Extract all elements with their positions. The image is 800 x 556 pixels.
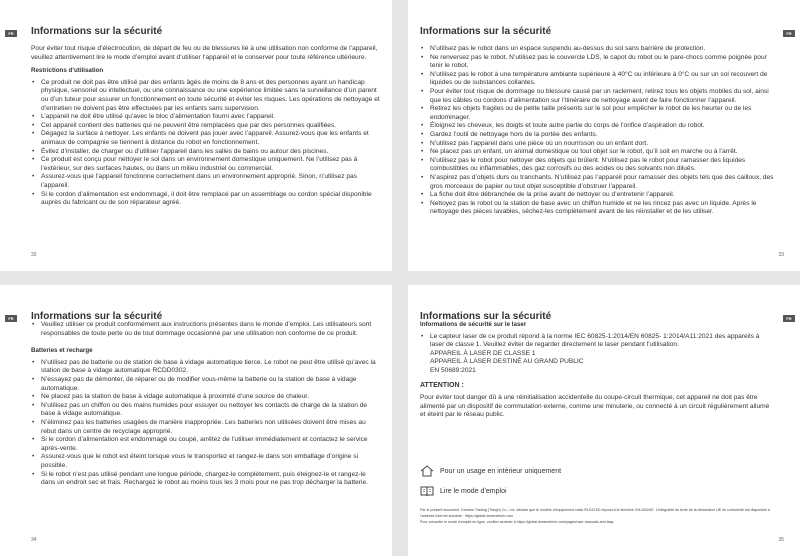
list-item: • Ne placez pas un enfant, un animal domestique ou tout objet sur le robot, qu’il soit en marche ou à l’arrêt.	[420, 148, 780, 157]
indoor-use-label: Pour un usage en intérieur uniquement	[440, 467, 562, 475]
fine-print	[420, 507, 780, 525]
page-33	[408, 0, 800, 271]
attention-paragraph: Pour éviter tout danger dû à une réinitialisation accidentelle du coupe-circuit thermique, cet appareil ne doit pas être alimenté par un dispositif de commutation externe, comme une minuterie, ou connecté à un circuit régulièrement allumé et éteint par le réseau public.	[420, 394, 770, 419]
bullet-list	[420, 45, 780, 217]
page-32-content	[31, 45, 381, 212]
list-item: • Le capteur laser de ce produit répond à la norme IEC 60825-1:2014/EN 60825- 1:2014/A11:2021 des appareils à laser de classe 1. Veuillez éviter de regarder directement le laser pendant l’utilisation.	[420, 333, 775, 350]
language-tag: FR	[783, 30, 795, 37]
attention-heading: ATTENTION :	[420, 381, 464, 389]
section-heading: Informations de sécurité sur le laser	[420, 321, 527, 328]
page-number: 33	[778, 252, 784, 258]
list-item: • N’utilisez pas l’appareil dans une pièce où un nourrisson ou un enfant dort.	[420, 140, 780, 149]
list-item: • Nettoyez pas le robot ou la station de base avec un chiffon humide et ne les rincez pas avec un liquide. Après le nettoyage des pièces lavables, séchez-les complètement avant de les réinstaller et de les utiliser.	[420, 200, 780, 217]
list-item: • N’utilisez pas le robot à une température ambiante supérieure à 40°C ou inférieure à 0°C ou sur un sol recouvert de liquides ou de substances collantes.	[420, 71, 780, 88]
list-item: • La fiche doit être débranchée de la prise avant de nettoyer ou d’entretenir l’appareil.	[420, 191, 780, 200]
list-item: • N’aspirez pas d’objets durs ou tranchants. N’utilisez pas l’appareil pour ramasser des objets tels que des cailloux, des gros morceaux de papier ou tout objet susceptible d’obstruer l’appareil.	[420, 174, 780, 191]
list-item: • Évitez d’installer, de charger ou d’utiliser l’appareil dans les salles de bains ou autour des piscines.	[31, 148, 381, 157]
list-item: • N’utilisez pas le robot dans un espace suspendu au-dessus du sol sans barrière de protection.	[420, 45, 780, 54]
online-manual-text: Pour consulter le mode d’emploi en ligne, veuillez accéder à https://global.dreametech.com/pages/user-manuals-and-faqs	[420, 520, 614, 524]
list-item: • N’utilisez pas le robot pour nettoyer des objets qui brûlent. N’utilisez pas le robot pour ramasser des liquides combustibles ou inflammables, des gaz corrosifs ou des acides ou des solvants non dilués.	[420, 157, 780, 174]
list-item: • Retirez les objets fragiles ou de petite taille présents sur le sol pour empêcher le robot de les heurter ou de les endommager.	[420, 105, 780, 122]
list-item: • N’éliminez pas les batteries usagées de manière inappropriée. Les batteries non utilisées doivent être mises au rebut dans un centre de recyclage approprié.	[31, 419, 376, 436]
language-tag: FR	[5, 30, 17, 37]
page-title: Informations sur la sécurité	[31, 26, 163, 37]
laser-class-line: APPAREIL À LASER DE CLASSE 1	[430, 349, 536, 357]
page-32	[0, 0, 392, 271]
intro-paragraph: Pour éviter tout risque d’électrocution, de départ de feu ou de blessures lié à une utilisation non conforme de l’appareil, veuillez attentivement lire le mode d’emploi avant d’utiliser l’appareil et le conserver pour toute référence ultérieure.	[31, 45, 378, 61]
language-tag: FR	[5, 315, 17, 322]
list-item: • Ne placez pas la station de base à vidage automatique à proximité d’une source de chaleur.	[31, 393, 376, 402]
bullet-list	[31, 321, 376, 338]
list-item: • Ne renversez pas le robot. N’utilisez pas le couvercle LDS, le capot du robot ou le pare-chocs comme poignée pour tenir le robot.	[420, 54, 780, 71]
bullet-list	[420, 333, 775, 350]
page-title: Informations sur la sécurité	[420, 311, 552, 322]
list-item: • Pour éviter tout risque de dommage ou blessure causé par un raclement, retirez tous les objets mobiles du sol, ainsi que les câbles ou cordons d’alimentation sur l’itinéraire de nettoyage avant de faire fonctionner l’appareil.	[420, 88, 780, 105]
bullet-list	[31, 79, 381, 208]
page-number: 35	[778, 537, 784, 543]
read-manual-label: Lire le mode d’emploi	[440, 487, 507, 495]
list-item: • N’utilisez pas un chiffon ou des mains humides pour essuyer ou nettoyer les contacts de charge de la station de base à vidage automatique.	[31, 402, 376, 419]
page-35-content	[420, 321, 775, 425]
list-item: • Si le cordon d’alimentation est endommagé, il doit être remplacé par un assemblage ou cordon spécial disponible auprès du fabricant ou de son réparateur agréé.	[31, 191, 381, 208]
list-item: • Assurez-vous que le robot est éteint lorsque vous le transportez et rangez-le dans son emballage d’origine si possible.	[31, 453, 376, 470]
section-heading: Batteries et recharge	[31, 347, 93, 355]
list-item: • Si le cordon d’alimentation est endommagé ou coupé, arrêtez de l’utiliser immédiatement et contactez le service après-vente.	[31, 436, 376, 453]
bullet-list	[31, 359, 376, 488]
page-title: Informations sur la sécurité	[420, 26, 552, 37]
list-item: • Éloignez les cheveux, les doigts et toute autre partie du corps de l’orifice d’aspiration du robot.	[420, 122, 780, 131]
page-34-content	[31, 321, 376, 492]
declaration-text: Par le présent document, Dreame Trading (Tianjin) Co., Ltd. déclare que le modèle d’équipement radio RLD41SD répond à la directive 2014/53/UE. L’intégralité du texte de la déclaration UE de conformité est disponible à l’adresse Internet suivante : https://global.dreametech.com	[420, 508, 770, 518]
list-item: • N’essayez pas de démonter, de réparer ou de modifier vous-même la batterie ou la station de base à vidage automatique.	[31, 376, 376, 393]
language-tag: FR	[783, 315, 795, 322]
list-item: • Ce produit ne doit pas être utilisé par des enfants âgés de moins de 8 ans et des personnes ayant un handicap physique, sensoriel ou intellectuel, ou une connaissance ou une expérience limitée sans la surveillance d’un parent ou d’un tuteur pour assurer un fonctionnement en toute sécurité et éviter les risques. Les opérations de nettoyage et d’entretien ne doivent pas être effectuées par les enfants sans supervision.	[31, 79, 381, 113]
house-icon	[420, 465, 434, 477]
page-33-content	[420, 45, 780, 221]
indoor-use-row	[420, 465, 561, 477]
section-heading: Restrictions d’utilisation	[31, 67, 104, 75]
read-manual-row	[420, 485, 507, 497]
page-34	[0, 285, 392, 556]
list-item: • Cet appareil contient des batteries qui ne peuvent être remplacées que par des personnes qualifiées.	[31, 122, 381, 131]
list-item: • Veuillez utiliser ce produit conformément aux instructions présentes dans le monde d’emploi. Les utilisateurs sont responsables de toute perte ou de tout dommage occasionné par une utilisation non conforme de ce produit.	[31, 321, 376, 338]
list-item: • Ce produit est conçu pour nettoyer le sol dans un environnement domestique uniquement. Ne l’utilisez pas à l’extérieur, sur des surfaces hautes, ou dans un milieu industriel ou commercial.	[31, 156, 381, 173]
list-item: • N’utilisez pas de batterie ou de station de base à vidage automatique tierce. Le robot ne peut être utilisé qu’avec la station de base à vidage automatique RCDD0302.	[31, 359, 376, 376]
list-item: • Dégagez la surface à nettoyer. Les enfants ne doivent pas jouer avec l’appareil. Assurez-vous que les enfants et animaux de compagnie se tiennent à distance du robot en fonctionnement.	[31, 130, 381, 147]
page-title: Informations sur la sécurité	[31, 311, 163, 322]
page-number: 32	[31, 252, 37, 258]
list-item: • Si le robot n’est pas utilisé pendant une longue période, chargez-le complètement, puis éteignez-le et rangez-le dans un endroit sec et frais. Rechargez le robot au moins tous les 3 mois pour ne pas trop décharger la batterie.	[31, 471, 376, 488]
laser-class-line: EN 50689:2021	[430, 366, 476, 374]
page-number: 34	[31, 537, 37, 543]
list-item: • Gardez l’outil de nettoyage hors de la portée des enfants.	[420, 131, 780, 140]
laser-class-line: APPAREIL À LASER DESTINÉ AU GRAND PUBLIC	[430, 358, 584, 366]
list-item: • L’appareil ne doit être utilisé qu’avec le bloc d’alimentation fourni avec l’appareil.	[31, 113, 381, 122]
book-icon	[420, 485, 434, 497]
list-item: • Assurez-vous que l’appareil fonctionne correctement dans un environnement approprié. Sinon, n’utilisez pas l’appareil.	[31, 173, 381, 190]
page-35	[408, 285, 800, 556]
